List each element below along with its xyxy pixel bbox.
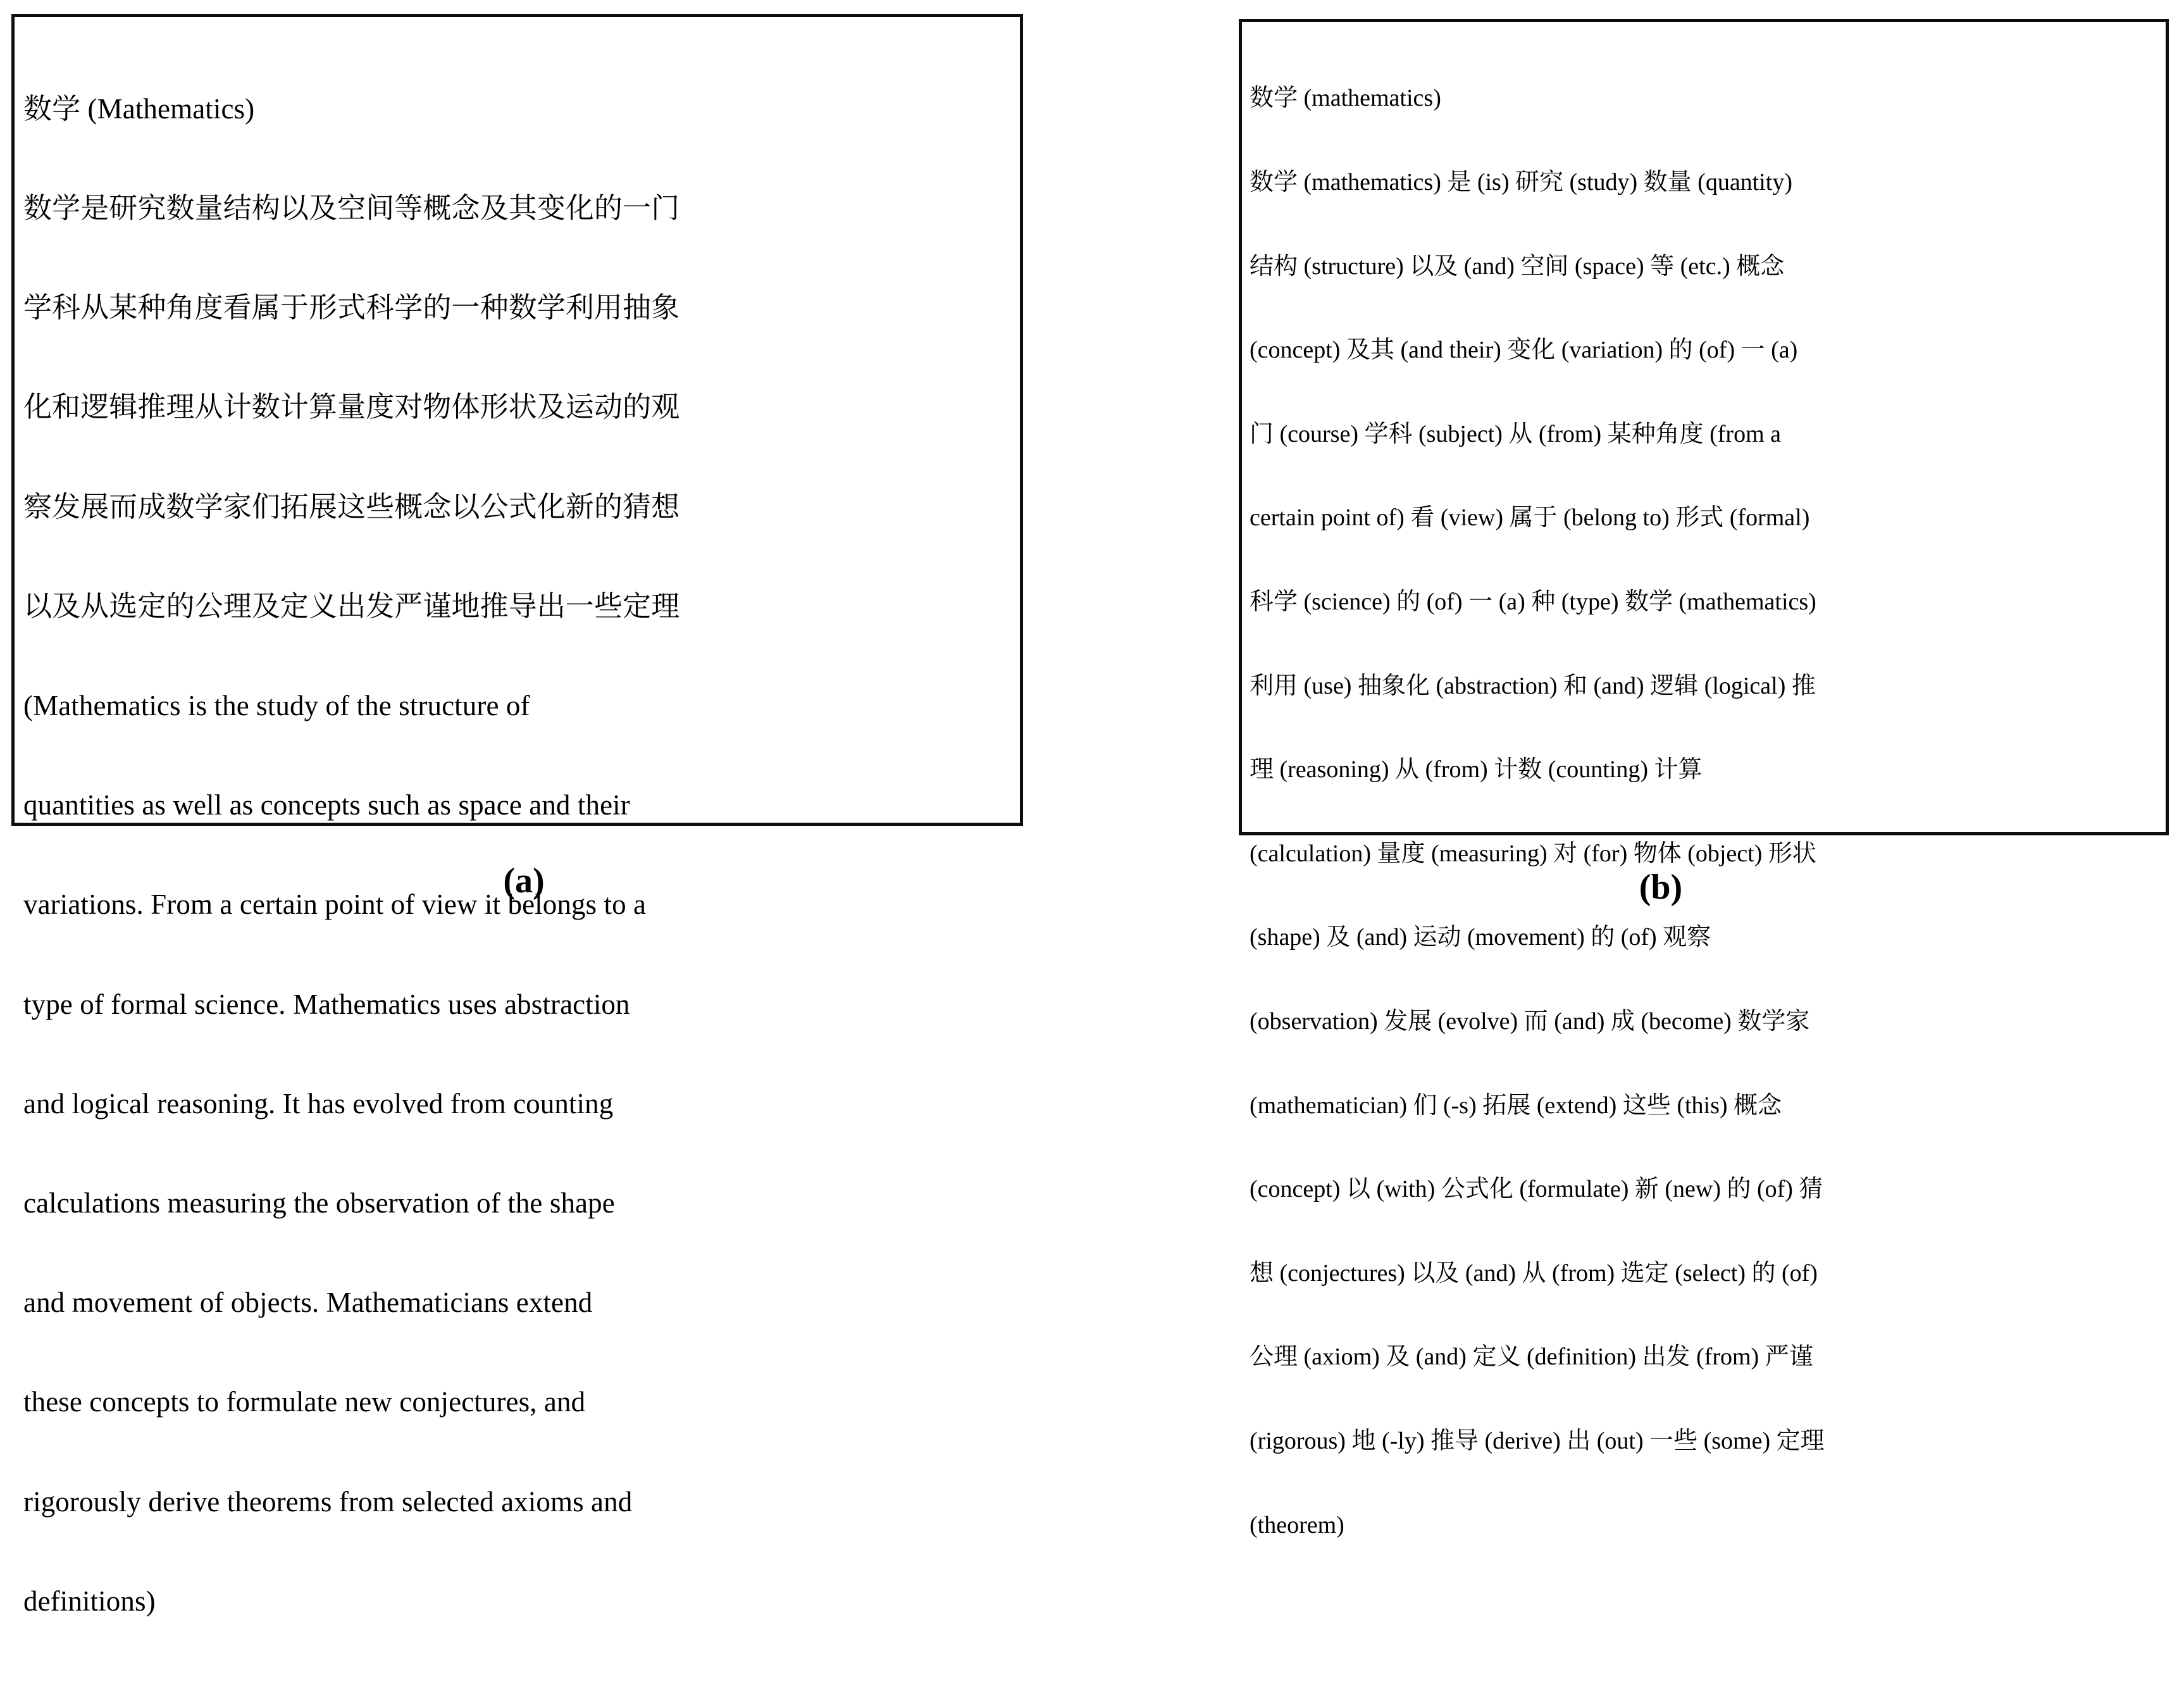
- panel-a-caption: (a): [503, 861, 545, 901]
- panel-a-line: variations. From a certain point of view it belongs to a: [23, 889, 647, 921]
- panel-b-line: 利用 (use) 抽象化 (abstraction) 和 (and) 逻辑 (logical) 推: [1250, 672, 1816, 699]
- panel-a-line: 学科从某种角度看属于形式科学的一种数学利用抽象: [23, 292, 680, 324]
- panel-b-line: 公理 (axiom) 及 (and) 定义 (definition) 出发 (from) 严谨: [1250, 1344, 1813, 1371]
- panel-b-line: (observation) 发展 (evolve) 而 (and) 成 (become) 数学家: [1250, 1007, 1810, 1035]
- panel-a-box: [11, 14, 1023, 1617]
- panel-b-text-block: [1242, 22, 2166, 1595]
- panel-b-line: certain point of) 看 (view) 属于 (belong to) 形式 (formal): [1250, 504, 1810, 532]
- panel-b-caption: (b): [1639, 868, 1683, 907]
- panel-b-box: [1239, 19, 2169, 1538]
- panel-a-line: calculations measuring the observation of the shape: [23, 1187, 615, 1219]
- panel-b-line: (shape) 及 (and) 运动 (movement) 的 (of) 观察: [1250, 924, 1711, 951]
- panel-a-line: 数学是研究数量结构以及空间等概念及其变化的一门: [23, 192, 680, 225]
- panel-b-line: (calculation) 量度 (measuring) 对 (for) 物体 (object) 形状: [1250, 840, 1816, 867]
- panel-a-line: 以及从选定的公理及定义出发严谨地推导出一些定理: [23, 590, 680, 622]
- panel-a-line: (Mathematics is the study of the structure of: [23, 690, 530, 722]
- panel-b-line: 结构 (structure) 以及 (and) 空间 (space) 等 (etc.) 概念: [1250, 253, 1785, 280]
- panel-a-line: and movement of objects. Mathematicians extend: [23, 1287, 593, 1319]
- panel-a-line: quantities as well as concepts such as space and their: [23, 789, 630, 821]
- panel-b-line: 想 (conjectures) 以及 (and) 从 (from) 选定 (select) 的 (of): [1250, 1259, 1818, 1287]
- panel-b-line: (mathematician) 们 (-s) 拓展 (extend) 这些 (this) 概念: [1250, 1092, 1782, 1119]
- panel-a-line: these concepts to formulate new conjectures, and: [23, 1386, 586, 1418]
- panel-a-line: type of formal science. Mathematics uses abstraction: [23, 988, 630, 1020]
- panel-a-text-block: [15, 17, 1020, 1684]
- panel-b-line: 数学 (mathematics) 是 (is) 研究 (study) 数量 (quantity): [1250, 169, 1793, 196]
- panel-b-line: (concept) 以 (with) 公式化 (formulate) 新 (new) 的 (of) 猜: [1250, 1176, 1823, 1203]
- panel-a-line: definitions): [23, 1585, 156, 1617]
- panel-a-line: and logical reasoning. It has evolved from counting: [23, 1087, 614, 1120]
- panel-a-line: 察发展而成数学家们拓展这些概念以公式化新的猜想: [23, 490, 680, 523]
- panel-b-line: 数学 (mathematics): [1250, 85, 1441, 112]
- panel-a-line: rigorously derive theorems from selected axioms and: [23, 1485, 633, 1518]
- panel-a-line: 数学 (Mathematics): [23, 92, 255, 125]
- panel-b-line: (theorem): [1250, 1511, 1344, 1538]
- panel-b-line: 门 (course) 学科 (subject) 从 (from) 某种角度 (from a: [1250, 420, 1781, 447]
- panel-b-line: 科学 (science) 的 (of) 一 (a) 种 (type) 数学 (mathematics): [1250, 588, 1816, 615]
- panel-b-line: 理 (reasoning) 从 (from) 计数 (counting) 计算: [1250, 756, 1703, 783]
- panel-b-line: (concept) 及其 (and their) 变化 (variation) 的 (of) 一 (a): [1250, 337, 1798, 364]
- panel-a-line: 化和逻辑推理从计数计算量度对物体形状及运动的观: [23, 391, 680, 423]
- panel-b-line: (rigorous) 地 (-ly) 推导 (derive) 出 (out) 一些 (some) 定理: [1250, 1427, 1825, 1454]
